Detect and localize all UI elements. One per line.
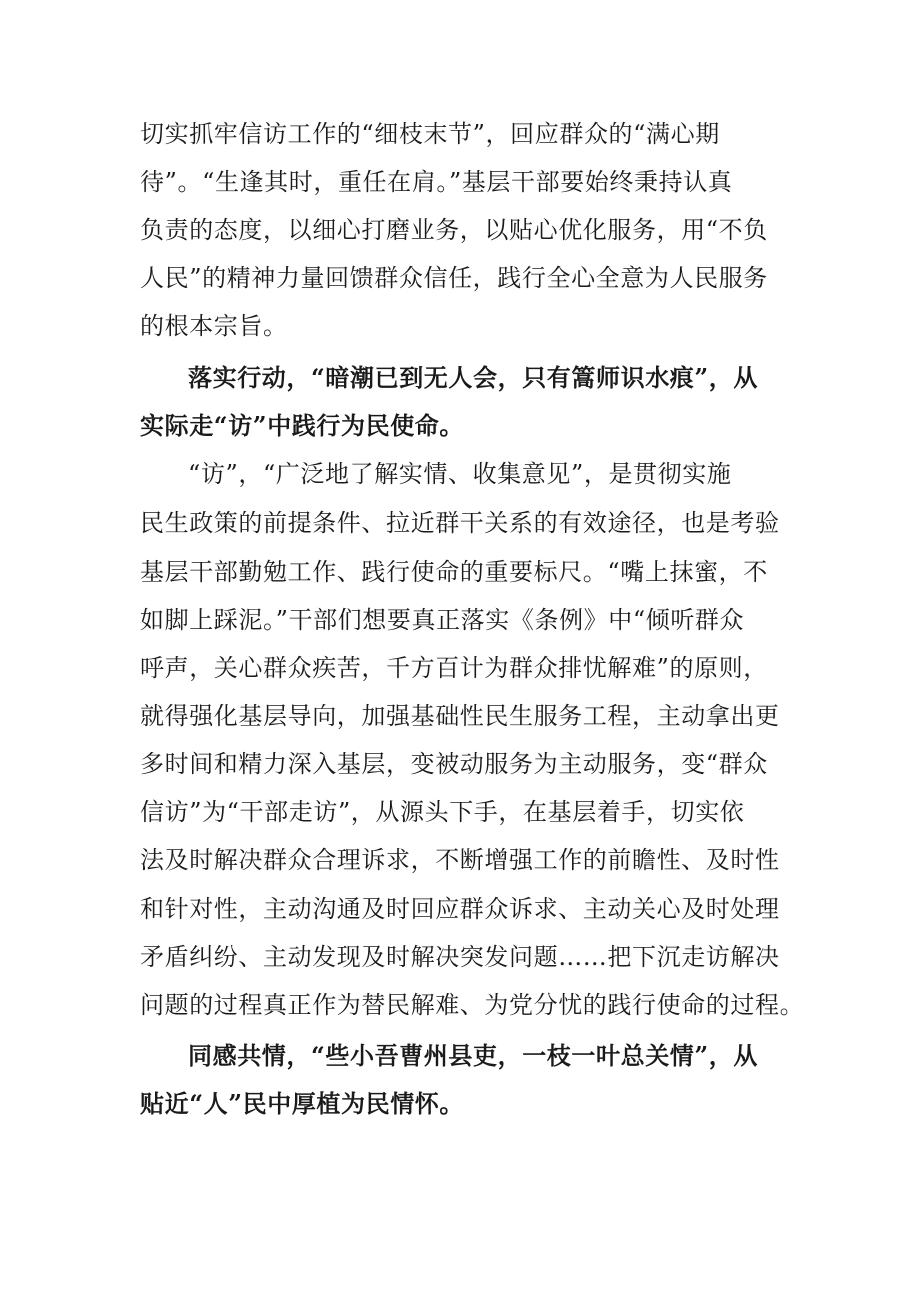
text-line: 就得强化基层导向，加强基础性民生服务工程，主动拿出更 <box>140 702 780 730</box>
text-line: 和针对性，主动沟通及时回应群众诉求、主动关心及时处理 <box>140 895 780 923</box>
text-line: 的根本宗旨。 <box>140 312 288 340</box>
text-line: 法及时解决群众合理诉求，不断增强工作的前瞻性、及时性 <box>140 846 780 874</box>
text-line: 基层干部勤勉工作、践行使命的重要标尺。“嘴上抹蜜，不 <box>140 558 768 586</box>
text-line: 多时间和精力深入基层，变被动服务为主动服务，变“群众 <box>140 750 768 778</box>
text-line: 切实抓牢信访工作的“细枝末节”，回应群众的“满心期 <box>140 120 720 148</box>
text-line: “访”，“广泛地了解实情、收集意见”，是贯彻实施 <box>188 460 732 488</box>
text-line: 呼声，关心群众疾苦，千方百计为群众排忧解难”的原则， <box>140 654 768 682</box>
text-line: 人民”的精神力量回馈群众信任，践行全心全意为人民服务 <box>140 264 768 292</box>
heading-line: 落实行动，“暗潮已到无人会，只有篙师识水痕”，从 <box>188 363 759 392</box>
text-line: 信访”为“干部走访”，从源头下手，在基层着手，切实依 <box>140 798 745 826</box>
heading-line: 实际走“访”中践行为民使命。 <box>140 411 465 440</box>
text-line: 负责的态度，以细心打磨业务，以贴心优化服务，用“不负 <box>140 216 768 244</box>
text-line: 如脚上踩泥。”干部们想要真正落实《条例》中“倾听群众 <box>140 606 745 634</box>
text-line: 问题的过程真正作为替民解难、为党分忧的践行使命的过程。 <box>140 991 805 1019</box>
text-line: 民生政策的前提条件、拉近群干关系的有效途径，也是考验 <box>140 509 780 537</box>
heading-line: 贴近“人”民中厚植为民情怀。 <box>140 1089 465 1118</box>
text-line: 矛盾纠纷、主动发现及时解决突发问题……把下沉走访解决 <box>140 943 780 971</box>
heading-line: 同感共情，“些小吾曹州县吏，一枝一叶总关情”，从 <box>188 1041 759 1070</box>
text-line: 待”。“生逢其时，重任在肩。”基层干部要始终秉持认真 <box>140 168 733 196</box>
